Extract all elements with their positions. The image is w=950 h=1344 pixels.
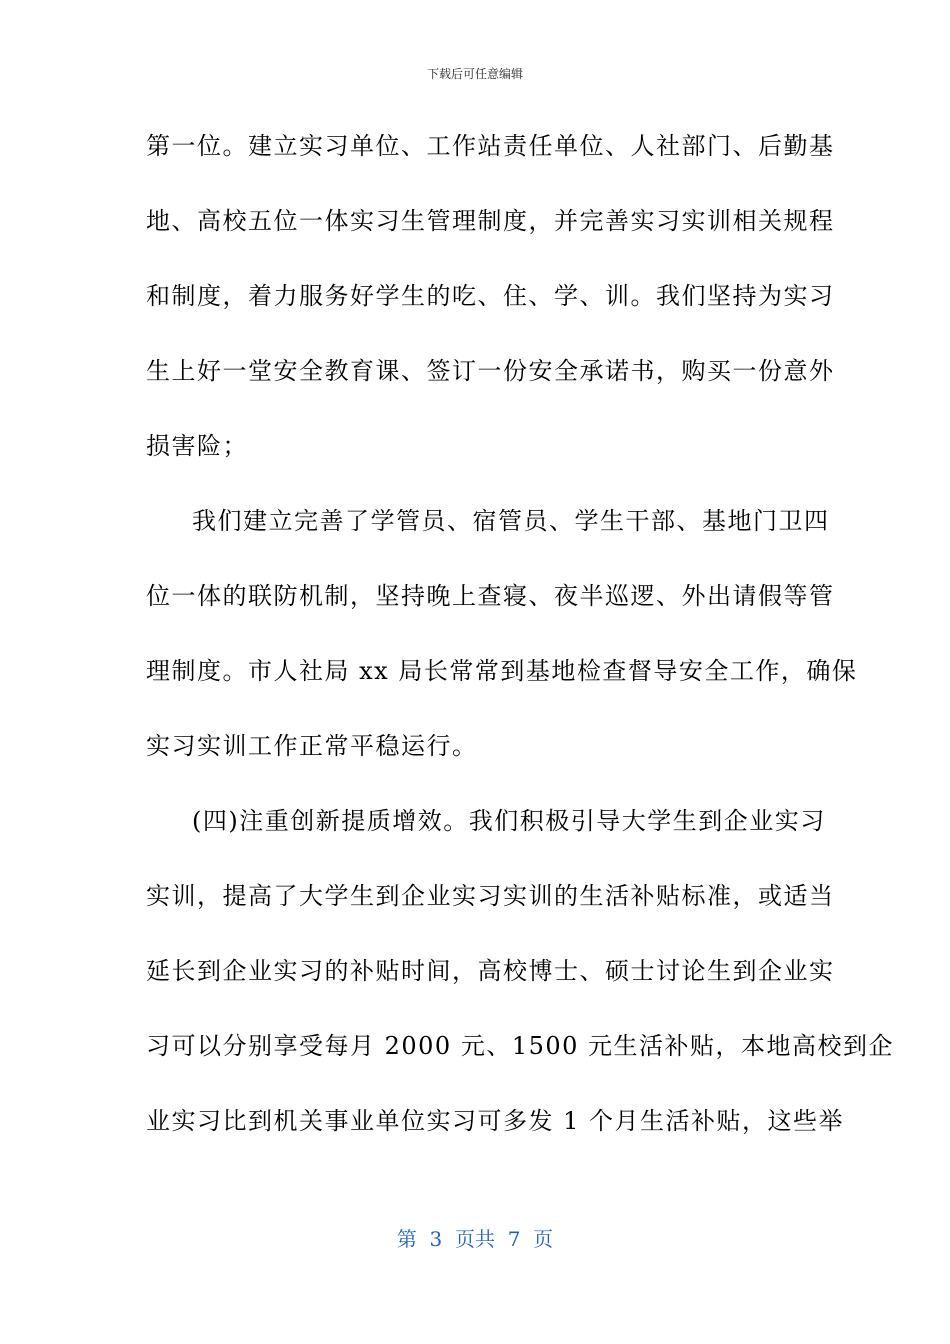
body-line: 业实习比到机关事业单位实习可多发 1 个月生活补贴，这些举 <box>146 1107 845 1135</box>
body-line: 实习实训工作正常平稳运行。 <box>146 732 478 760</box>
body-line: 位一体的联防机制，坚持晚上查寝、夜半巡逻、外出请假等管 <box>146 582 835 610</box>
body-line: 第一位。建立实习单位、工作站责任单位、人社部门、后勤基 <box>146 132 835 160</box>
body-line: 损害险； <box>146 432 248 460</box>
body-line: 和制度，着力服务好学生的吃、住、学、训。我们坚持为实习 <box>146 282 835 310</box>
document-body <box>146 126 895 1176</box>
body-line: 习可以分别享受每月 2000 元、1500 元生活补贴，本地高校到企 <box>146 1032 895 1060</box>
body-line: 实训，提高了大学生到企业实习实训的生活补贴标准，或适当 <box>146 882 835 910</box>
body-line: 理制度。市人社局 xx 局长常常到基地检查督导安全工作，确保 <box>146 657 858 685</box>
body-line: 延长到企业实习的补贴时间，高校博士、硕士讨论生到企业实 <box>146 957 835 985</box>
page-number: 第 3 页共 7 页 <box>396 1227 554 1251</box>
body-line: 生上好一堂安全教育课、签订一份安全承诺书，购买一份意外 <box>146 357 835 385</box>
paragraph-start-line: (四)注重创新提质增效。我们积极引导大学生到企业实习 <box>192 807 826 835</box>
paragraph-start-line: 我们建立完善了学管员、宿管员、学生干部、基地门卫四 <box>192 507 830 535</box>
page-header: 下载后可任意编辑 <box>426 67 523 81</box>
body-line: 地、高校五位一体实习生管理制度，并完善实习实训相关规程 <box>146 207 835 235</box>
